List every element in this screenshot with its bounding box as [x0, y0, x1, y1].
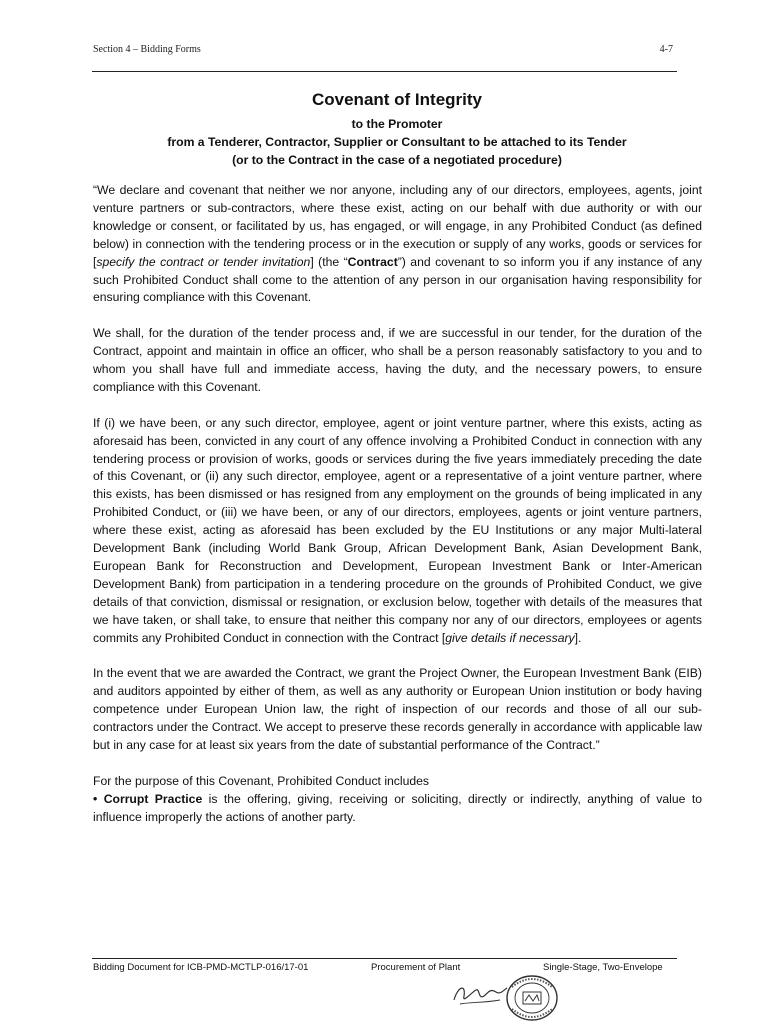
placeholder-instruction: specify the contract or tender invitation [96, 254, 311, 269]
paragraph-text: If (i) we have been, or any such director, employee, agent or joint venture partner, where this exists, acting as aforesaid has been, convicted in any court of any offence involving a Prohibited Conduct in connection with any tendering process or provision of works, goods or services during the five years immediately preceding the date of this Covenant, or (ii) any such director, employee, agent or a representative of a joint venture partner, where this exists, has been dismissed or has resigned from any employment on the grounds of being implicated in any Prohibited Conduct, or (iii) we have been, or any of our directors, employees, agents or joint venture partners, where these exist, acting as aforesaid has been excluded by the EU Institutions or any major Multi-lateral Development Bank (including World Bank Group, African Development Bank, Asian Development Bank, European Bank for Reconstruction and Development, European Investment Bank or Inter-American Development Bank) from participation in a tendering procedure on the grounds of Prohibited Conduct, we give details of that conviction, dismissal or resignation, or exclusion below, together with details of the measures that we have taken, or shall take, to ensure that neither this company nor any of our directors, employees or agents commits any Prohibited Conduct in connection with the Contract [ [93, 415, 702, 645]
section-label: Section 4 – Bidding Forms [93, 44, 201, 55]
official-stamp-icon [504, 973, 560, 1023]
paragraph-declaration [93, 182, 702, 307]
signature-icon [450, 978, 510, 1012]
footer-envelope-type: Single-Stage, Two-Envelope [543, 962, 663, 973]
page-number: 4-7 [659, 44, 673, 55]
paragraph-definitions-intro: For the purpose of this Covenant, Prohibited Conduct includes [93, 773, 430, 788]
paragraph-text: ]. [574, 630, 582, 645]
header-rule [92, 71, 677, 72]
placeholder-instruction: give details if necessary [445, 630, 575, 645]
defined-term: Contract [347, 254, 398, 269]
footer-procurement-type: Procurement of Plant [371, 962, 461, 973]
running-header [93, 44, 673, 55]
paragraph-convictions [93, 415, 702, 648]
footer-document-id: Bidding Document for ICB-PMD-MCTLP-016/17-01 [93, 962, 309, 973]
bullet-mark: • [93, 791, 98, 806]
title-block [92, 89, 702, 169]
subtitle-line-3: (or to the Contract in the case of a negotiated procedure) [232, 153, 562, 167]
paragraph-text: “We declare and covenant that neither we nor anyone, including any of our directors, employees, agents, joint venture partners or sub-contractors, where these exist, acting on our behalf with due authority or with our knowledge or consent, or facilitated by us, has engaged, or will engage, in any Prohibited Conduct (as defined below) in connection with the tendering process or in the execution or supply of any works, goods or services for [ [93, 183, 702, 269]
paragraph-text: ] (the “ [310, 254, 348, 269]
paragraph-inspection: In the event that we are awarded the Contract, we grant the Project Owner, the European Investment Bank (EIB) and auditors appointed by either of them, as well as any authority or European Union institution or body having competence under European Union law, the right of inspection of our records and those of all our sub-contractors under the Contract. We accept to preserve these records generally in accordance with applicable law but in any case for at least six years from the date of substantial performance of the Contract.” [93, 666, 702, 753]
defined-term: Corrupt Practice [103, 791, 203, 806]
page-title: Covenant of Integrity [311, 90, 482, 109]
bullet-corrupt-practice [93, 791, 702, 827]
subtitle-line-1: to the Promoter [351, 117, 443, 131]
paragraph-officer: We shall, for the duration of the tender process and, if we are successful in our tender, for the duration of the Contract, appoint and maintain in office an officer, who shall be a person reasonably satisfactory to you and to whom you shall have full and immediate access, having the duty, and the necessary powers, to ensure compliance with this Covenant. [93, 326, 702, 394]
subtitle-line-2: from a Tenderer, Contractor, Supplier or Consultant to be attached to its Tender [167, 135, 627, 149]
paragraph-text: ”) and covenant to so inform you if any instance of any such Prohibited Conduct shall come to the attention of any person in our organisation having responsibility for ensuring compliance with this Covenant. [93, 254, 702, 305]
footer-rule [92, 958, 677, 959]
document-body [93, 182, 702, 827]
paragraph-text: is the offering, giving, receiving or soliciting, directly or indirectly, anything of value to influence improperly the actions of another party. [93, 791, 703, 824]
